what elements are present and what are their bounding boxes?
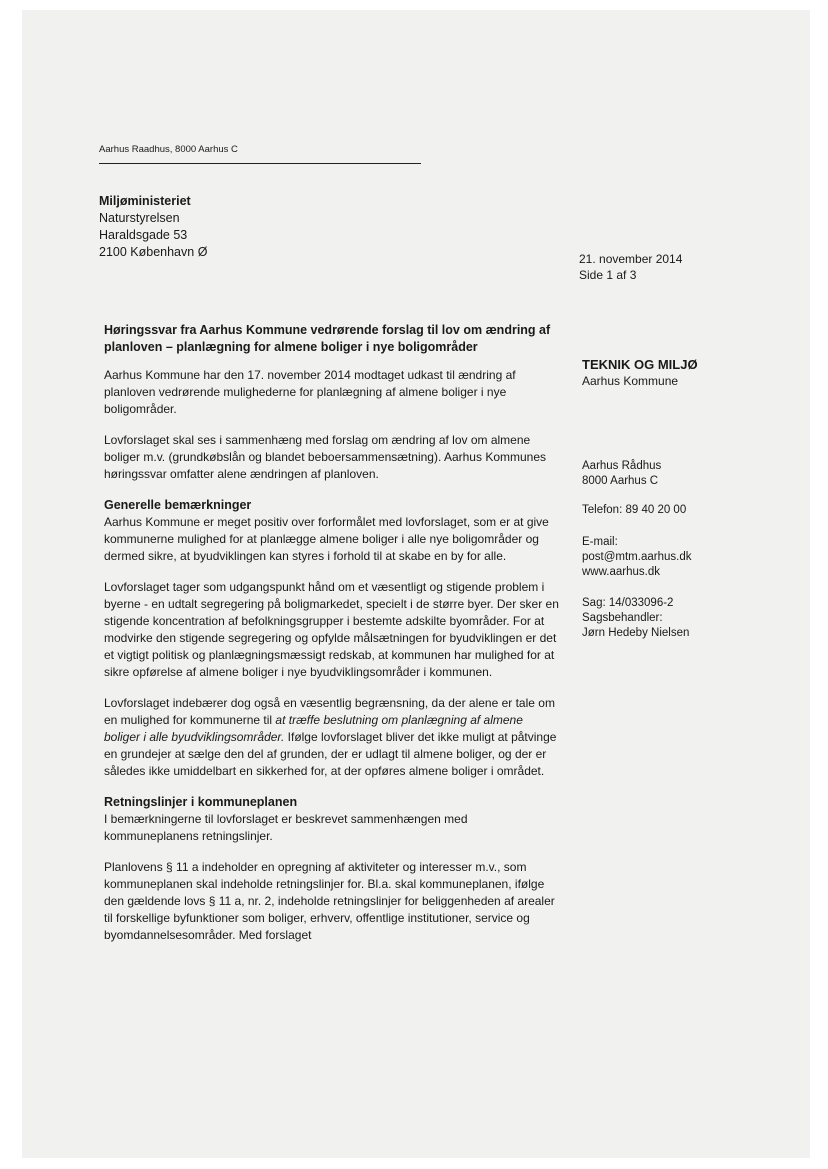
handler-name: Jørn Hedeby Nielsen: [582, 627, 690, 639]
page-number: Side 1 af 3: [579, 268, 637, 282]
section-heading: Retningslinjer i kommuneplanen: [104, 795, 298, 809]
web-link[interactable]: www.aarhus.dk: [582, 566, 660, 578]
body-emphasis: at træffe beslutning om planlægning af almene boliger i alle byudviklingsområder.: [104, 713, 523, 744]
letter-body: [104, 322, 559, 958]
body-text: Ifølge lovforslaget bliver det ikke muligt at påtvinge en grundejer at sælge den del af grunden, der er udlagt til almene boliger, og der er således ikke umiddelbart en sikkerhed for, at der opføres almene boliger i området.: [104, 730, 557, 778]
contact-address-line: Aarhus Rådhus: [582, 460, 662, 472]
contact-web-block: [582, 535, 691, 580]
recipient-line: Naturstyrelsen: [99, 211, 180, 225]
recipient-line: Haraldsgade 53: [99, 228, 188, 242]
case-block: [582, 596, 689, 641]
department-block: [582, 357, 698, 389]
body-paragraph: Lovforslaget skal ses i sammenhæng med forslag om ændring af lov om almene boliger m.v. (grundkøbslån og blandet beboersammensætning). Aarhus Kommunes høringssvar omfatter alene ændringen af planloven.: [104, 433, 547, 481]
sender-address: Aarhus Raadhus, 8000 Aarhus C: [99, 144, 238, 155]
body-paragraph: Planlovens § 11 a indeholder en opregning af aktiviteter og interesser m.v., som kommuneplanen skal indeholde retningslinjer for. Bl.a. skal kommuneplanen, ifølge den gældende lovs § 11 a, nr. 2, indeholde retningslinjer for beliggenheden af arealer til forskellige byfunktioner som boliger, erhverv, offentlige institutioner, service og byomdannelsesområder. Med forslaget: [104, 860, 555, 942]
email-link[interactable]: post@mtm.aarhus.dk: [582, 551, 692, 563]
body-paragraph: Aarhus Kommune har den 17. november 2014 modtaget udkast til ændring af planloven vedrørende mulighederne for planlægning af almene boliger i nye boligområder.: [104, 368, 516, 416]
recipient-line: 2100 København Ø: [99, 245, 208, 259]
email-label: E-mail:: [582, 536, 618, 548]
department-org: Aarhus Kommune: [582, 374, 679, 388]
letter-meta: [579, 251, 682, 283]
contact-phone: Telefon: 89 40 20 00: [582, 504, 687, 516]
body-text: Lovforslaget indebærer dog også en væsentlig begrænsning, da der alene er tale om en mulighed for kommunerne til: [104, 696, 555, 727]
body-paragraph: [104, 695, 559, 780]
sender-divider: [99, 163, 421, 164]
body-paragraph: Aarhus Kommune er meget positiv over forformålet med lovforslaget, som er at give kommunerne mulighed for at planlægge almene boliger i alle nye boligområder og dermed sikre, at byudviklingen kan styres i forhold til at skabe en by for alle.: [104, 515, 549, 563]
case-number: Sag: 14/033096-2: [582, 597, 674, 609]
recipient-address: [99, 193, 207, 261]
letter-title: Høringssvar fra Aarhus Kommune vedrørende forslag til lov om ændring af planloven – planlægning for almene boliger i nye boligområder: [104, 323, 551, 354]
letter-date: 21. november 2014: [579, 252, 683, 266]
contact-address: [582, 459, 661, 489]
recipient-name: Miljøministeriet: [99, 194, 191, 208]
body-paragraph: Lovforslaget tager som udgangspunkt hånd om et væsentligt og stigende problem i byerne - en udtalt segregering på boligmarkedet, specielt i de større byer. Der sker en stigende koncentration af befolkningsgrupper i bestemte adskilte byområder. For at modvirke den stigende segregering og opfylde målsætningen for byudviklingen er det et vigtigt politisk og planlægningsmæssigt redskab, at kommunen har mulighed for at sikre opførelse af almene boliger i nye byudviklingsområder i kommunen.: [104, 580, 559, 679]
section-heading: Generelle bemærkninger: [104, 498, 252, 512]
contact-address-line: 8000 Aarhus C: [582, 475, 659, 487]
body-paragraph: I bemærkningerne til lovforslaget er beskrevet sammenhængen med kommuneplanens retningslinjer.: [104, 812, 468, 843]
handler-label: Sagsbehandler:: [582, 612, 663, 624]
department-title: TEKNIK OG MILJØ: [582, 357, 698, 372]
